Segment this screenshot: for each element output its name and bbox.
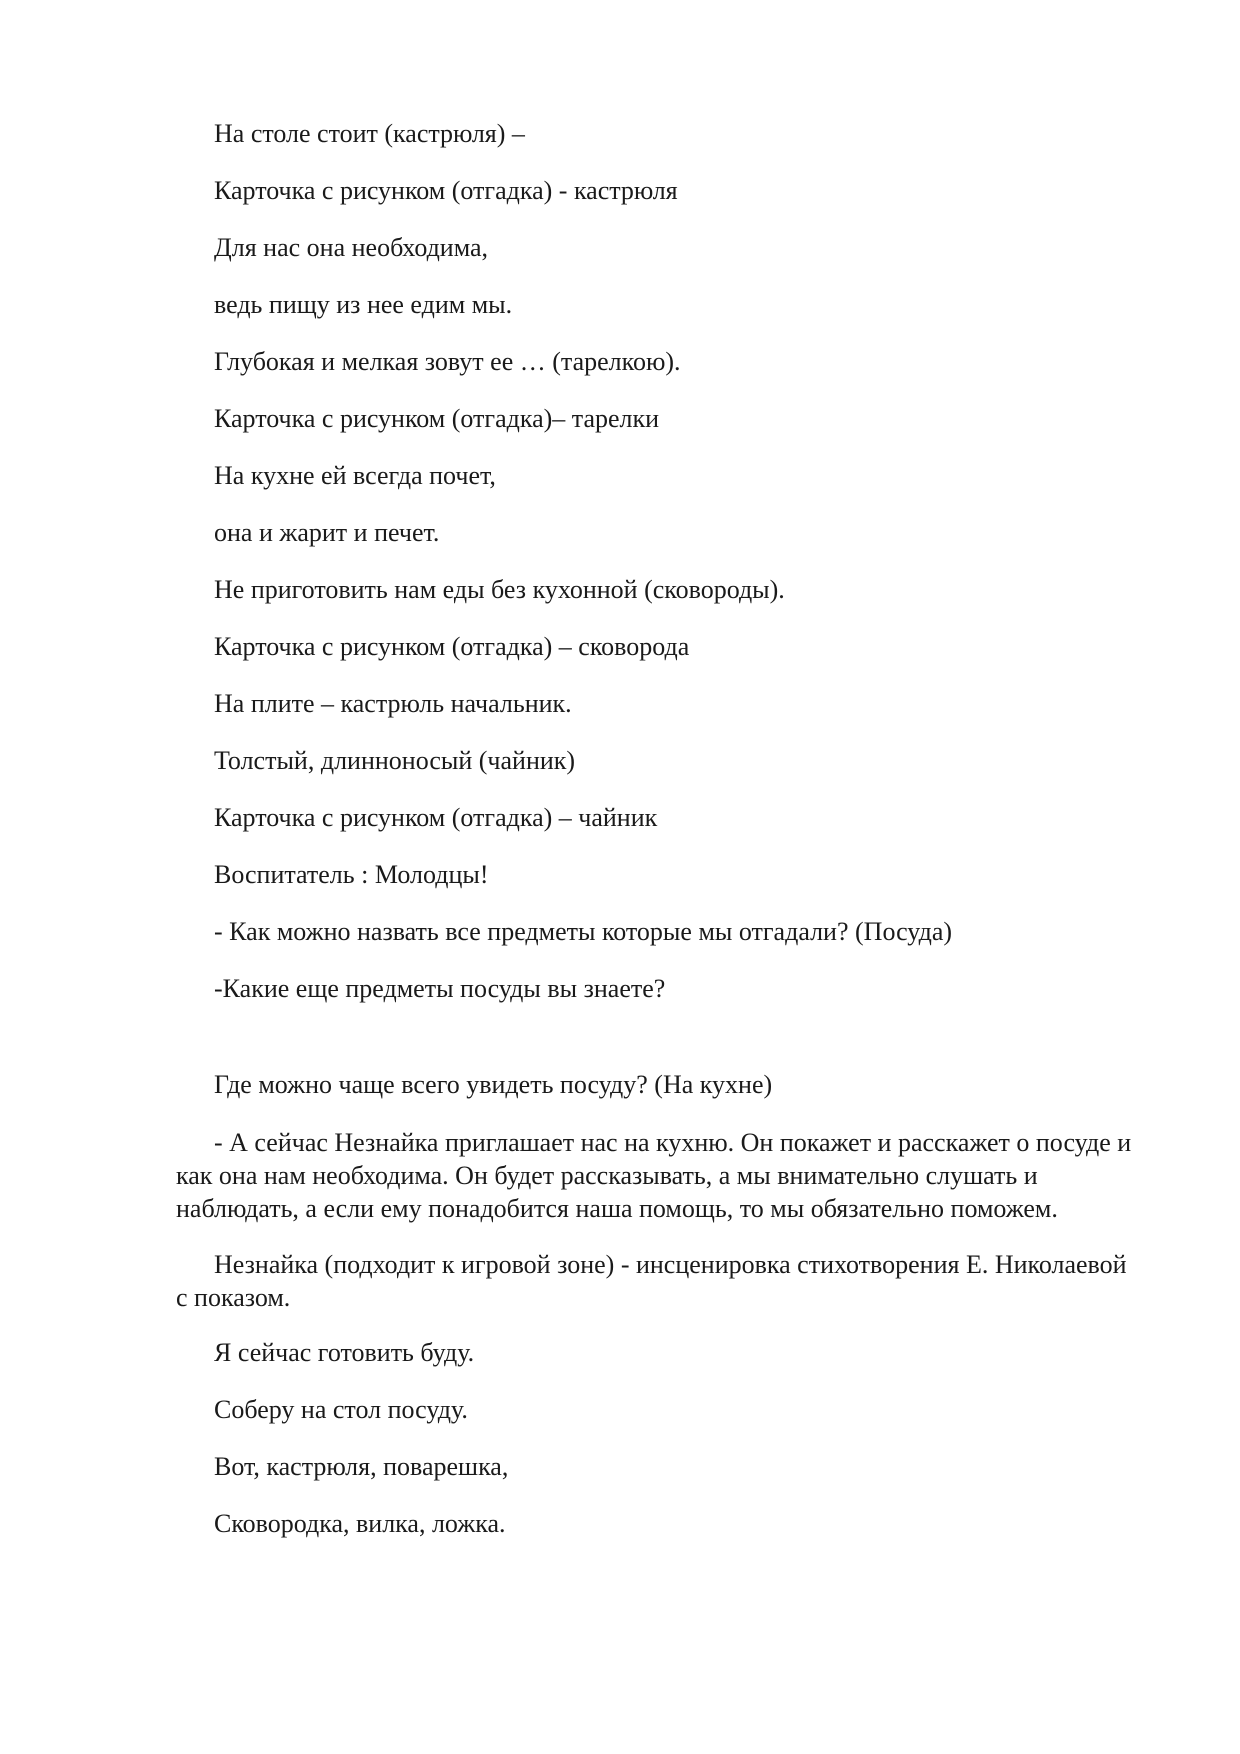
text-line: Воспитатель : Молодцы! [214, 860, 489, 889]
text-line: На кухне ей всегда почет, [214, 461, 496, 490]
text-line: На столе стоит (кастрюля) – [214, 119, 525, 148]
text-line: - Как можно назвать все предметы которые мы отгадали? (Посуда) [214, 917, 953, 946]
question-line: Где можно чаще всего увидеть посуду? (На кухне) [214, 1070, 773, 1099]
text-line: Карточка с рисунком (отгадка) – сковорода [214, 632, 690, 661]
text-line: Для нас она необходима, [214, 233, 489, 262]
paragraph-neznayka: Незнайка (подходит к игровой зоне) - инсценировка стихотворения Е. Николаевой с показом. [176, 1250, 1127, 1312]
text-line: Не приготовить нам еды без кухонной (сковороды). [214, 575, 785, 604]
poem-line: Вот, кастрюля, поварешка, [214, 1452, 509, 1481]
document-body [176, 118, 1141, 1565]
text-line: Толстый, длинноносый (чайник) [214, 746, 576, 775]
text-line: Карточка с рисунком (отгадка) – чайник [214, 803, 658, 832]
poem-line: Соберу на стол посуду. [214, 1395, 468, 1424]
text-line: Карточка с рисунком (отгадка)– тарелки [214, 404, 660, 433]
poem-line: Я сейчас готовить буду. [214, 1338, 475, 1367]
text-line: она и жарит и печет. [214, 518, 440, 547]
text-line: Карточка с рисунком (отгадка) - кастрюля [214, 176, 678, 205]
text-line: На плите – кастрюль начальник. [214, 689, 572, 718]
text-line: -Какие еще предметы посуды вы знаете? [214, 974, 666, 1003]
text-line: Глубокая и мелкая зовут ее … (тарелкою). [214, 347, 681, 376]
text-line: ведь пищу из нее едим мы. [214, 290, 513, 319]
paragraph-kitchen: - А сейчас Незнайка приглашает нас на кухню. Он покажет и расскажет о посуде и как она нам необходима. Он будет рассказывать, а мы внимательно слушать и наблюдать, а если ему понадобится наша помощь, то мы обязательно поможем. [176, 1128, 1132, 1223]
poem-line: Сковородка, вилка, ложка. [214, 1509, 506, 1538]
